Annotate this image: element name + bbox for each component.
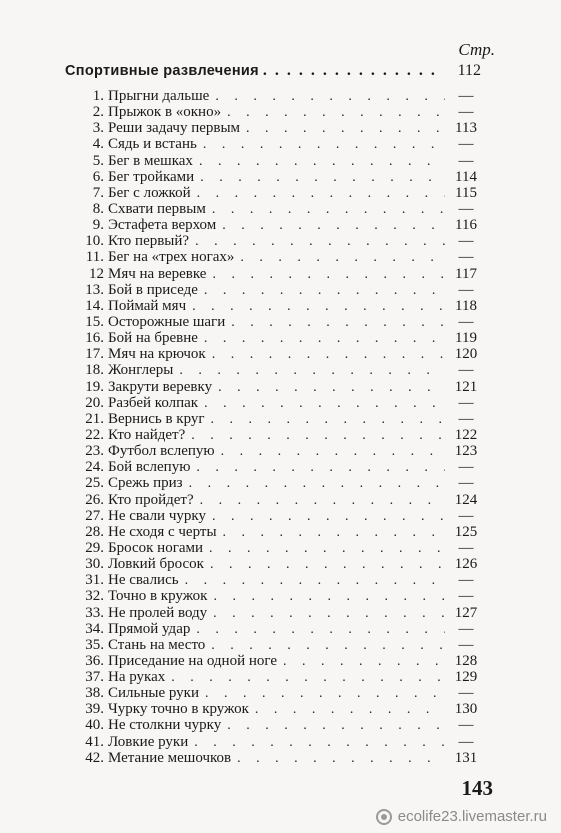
entry-number: 6.: [92, 168, 104, 185]
entry-title: Бег с ложкой: [108, 184, 191, 201]
entry-page: —: [458, 539, 474, 556]
entry-page: 130: [454, 701, 478, 718]
toc-entry: [78, 120, 481, 136]
dot-leader: [246, 121, 445, 137]
dot-leader: [204, 331, 445, 347]
dot-leader: [221, 444, 445, 460]
dot-leader: [211, 638, 445, 654]
entry-title: Жонглеры: [108, 362, 174, 379]
dot-leader: [179, 363, 445, 379]
entry-number: 5.: [92, 152, 104, 169]
entry-title: Прыгни дальше: [108, 88, 210, 104]
toc-entry: [78, 588, 481, 604]
entry-title: Не пролей воду: [108, 604, 208, 621]
entry-title: Закрути веревку: [108, 378, 213, 395]
toc-entry: [78, 475, 481, 491]
toc-entry: [78, 427, 481, 443]
toc-entry: [78, 508, 481, 524]
section-title: Спортивные развлечения: [65, 63, 259, 79]
entry-page: 129: [454, 669, 478, 686]
entry-title: Мяч на крючок: [108, 346, 206, 363]
entry-page: 116: [455, 217, 477, 234]
toc-entry: [78, 492, 481, 508]
entry-number: 23.: [85, 443, 104, 460]
toc-entry: [78, 298, 481, 314]
entry-title: Не сходя с черты: [108, 523, 217, 540]
entry-page: 121: [454, 378, 478, 395]
dot-leader: [231, 315, 445, 331]
entry-number: 26.: [85, 491, 104, 508]
entry-page: —: [458, 104, 474, 121]
entry-title: Бой в приседе: [108, 281, 198, 298]
entry-title: Бой на бревне: [108, 330, 198, 347]
entry-page: —: [458, 507, 474, 524]
entry-page: 131: [454, 749, 478, 766]
dot-leader: [212, 509, 445, 525]
entry-number: 42.: [85, 749, 104, 766]
dot-leader: [195, 234, 445, 250]
toc-entry: [78, 701, 481, 717]
dot-leader: [197, 186, 445, 202]
entry-number: 39.: [85, 701, 104, 718]
entry-title: Ловкий бросок: [108, 556, 204, 573]
entry-page: —: [458, 685, 474, 702]
entry-number: 2.: [92, 104, 104, 121]
entry-number: 16.: [85, 330, 104, 347]
toc-entry: [78, 459, 481, 475]
toc-entry: [78, 330, 481, 346]
dot-leader: [199, 154, 445, 170]
entry-number: 28.: [85, 523, 104, 540]
entry-page: —: [458, 313, 474, 330]
toc-entry: [78, 395, 481, 411]
dot-leader: [212, 267, 445, 283]
entry-title: Схвати первым: [108, 200, 206, 217]
entry-title: Стань на место: [108, 636, 206, 653]
entry-page: —: [458, 394, 474, 411]
entry-number: 17.: [85, 346, 104, 363]
toc-entry: [78, 169, 481, 185]
toc-entry: [78, 685, 481, 701]
entry-page: —: [458, 636, 474, 653]
entry-number: 29.: [85, 539, 104, 556]
entry-title: Бег в мешках: [108, 152, 193, 169]
entry-page: —: [458, 200, 474, 217]
entry-title: Не свались: [108, 572, 179, 589]
entry-page: 117: [455, 265, 477, 282]
entry-title: Чурку точно в кружок: [108, 701, 249, 718]
entry-title: Бросок ногами: [108, 539, 204, 556]
toc-entry: [78, 524, 481, 540]
entry-number: 14.: [85, 297, 104, 314]
toc-entry: [78, 734, 481, 750]
dot-leader: [200, 493, 445, 509]
entry-page: 122: [454, 426, 478, 443]
dot-leader: [223, 525, 445, 541]
entry-title: На руках: [108, 669, 166, 686]
entry-number: 15.: [85, 313, 104, 330]
dot-leader: [210, 557, 445, 573]
dot-leader: [237, 751, 445, 767]
toc-list: [78, 88, 481, 766]
entry-number: 4.: [92, 136, 104, 153]
entry-title: Эстафета верхом: [108, 217, 217, 234]
dot-leader: [255, 702, 445, 718]
entry-page: —: [458, 733, 474, 750]
toc-entry: [78, 217, 481, 233]
dot-leader: [203, 137, 445, 153]
entry-page: 125: [454, 523, 478, 540]
entry-title: Кто первый?: [108, 233, 190, 250]
entry-title: Точно в кружок: [108, 588, 208, 605]
entry-page: —: [458, 152, 474, 169]
entry-number: 41.: [85, 733, 104, 750]
section-page: 112: [457, 62, 481, 79]
toc-entry: [78, 314, 481, 330]
toc-entry: [78, 266, 481, 282]
entry-page: 126: [454, 556, 478, 573]
entry-title: Не свали чурку: [108, 507, 206, 524]
dot-leader: [192, 299, 445, 315]
entry-page: —: [458, 88, 474, 104]
dot-leader: [189, 476, 445, 492]
entry-number: 21.: [85, 410, 104, 427]
entry-title: Кто пройдет?: [108, 491, 194, 508]
entry-number: 37.: [85, 669, 104, 686]
page-number: 143: [461, 776, 493, 800]
toc-entry: [78, 249, 481, 265]
dot-leader: [283, 654, 445, 670]
dot-leader: [204, 396, 445, 412]
watermark: [376, 808, 547, 825]
toc-entry: [78, 443, 481, 459]
dot-leader: [240, 250, 445, 266]
dot-leader: [194, 735, 445, 751]
dot-leader: [185, 573, 445, 589]
entry-number: 13.: [85, 281, 104, 298]
toc-entry: [78, 637, 481, 653]
entry-page: 119: [455, 330, 477, 347]
toc-entry: [78, 346, 481, 362]
entry-number: 1.: [92, 88, 104, 104]
entry-title: Футбол вслепую: [108, 443, 215, 460]
entry-page: 114: [455, 168, 477, 185]
livemaster-logo-icon: [376, 809, 392, 825]
toc-entry: [78, 717, 481, 733]
entry-number: 18.: [85, 362, 104, 379]
entry-page: —: [458, 281, 474, 298]
toc-entry: [78, 572, 481, 588]
dot-leader: [222, 218, 445, 234]
dot-leader: [212, 202, 445, 218]
entry-number: 7.: [92, 184, 104, 201]
entry-number: 20.: [85, 394, 104, 411]
pages-column-header: Стр.: [458, 40, 495, 59]
entry-title: Не столкни чурку: [108, 717, 222, 734]
entry-page: —: [458, 717, 474, 734]
entry-page: 127: [454, 604, 478, 621]
entry-number: 25.: [85, 475, 104, 492]
entry-title: Приседание на одной ноге: [108, 652, 277, 669]
entry-page: 115: [455, 184, 477, 201]
watermark-text: ecolife23.livemaster.ru: [397, 808, 547, 825]
entry-title: Сядь и встань: [108, 136, 197, 153]
entry-number: 32.: [85, 588, 104, 605]
toc-entry: [78, 185, 481, 201]
entry-title: Сильные руки: [108, 685, 199, 702]
entry-title: Реши задачу первым: [108, 120, 241, 137]
entry-title: Разбей колпак: [108, 394, 199, 411]
dot-leader: [200, 170, 445, 186]
entry-page: —: [458, 233, 474, 250]
toc-entry: [78, 669, 481, 685]
entry-number: 19.: [85, 378, 104, 395]
entry-page: —: [458, 572, 474, 589]
dot-leader: [191, 428, 445, 444]
entry-page: 123: [454, 443, 478, 460]
entry-number: 31.: [85, 572, 104, 589]
entry-number: 3.: [92, 120, 104, 137]
entry-number: 27.: [85, 507, 104, 524]
entry-number: 36.: [85, 652, 104, 669]
dot-leader: [171, 670, 445, 686]
entry-page: —: [458, 249, 474, 266]
entry-number: 30.: [85, 556, 104, 573]
toc-entry: [78, 88, 481, 104]
toc-entry: [78, 153, 481, 169]
dot-leader: [209, 541, 445, 557]
toc-entry: [78, 653, 481, 669]
entry-page: 113: [455, 120, 477, 137]
entry-page: —: [458, 410, 474, 427]
entry-title: Прямой удар: [108, 620, 191, 637]
entry-title: Метание мешочков: [108, 749, 232, 766]
entry-number: 40.: [85, 717, 104, 734]
dot-leader: [213, 606, 445, 622]
entry-title: Бег тройками: [108, 168, 195, 185]
toc-entry: [78, 362, 481, 378]
entry-title: Осторожные шаги: [108, 313, 226, 330]
dot-leader: [204, 283, 445, 299]
entry-page: —: [458, 475, 474, 492]
entry-page: 128: [454, 652, 478, 669]
toc-entry: [78, 621, 481, 637]
dot-leader: [196, 460, 445, 476]
entry-title: Бег на «трех ногах»: [108, 249, 235, 266]
entry-number: 33.: [85, 604, 104, 621]
toc-entry: [78, 379, 481, 395]
entry-title: Кто найдет?: [108, 426, 186, 443]
dot-leader: [212, 347, 445, 363]
entry-number: 22.: [85, 426, 104, 443]
dot-leader: [213, 589, 445, 605]
entry-title: Поймай мяч: [108, 297, 187, 314]
entry-page: —: [458, 362, 474, 379]
entry-page: —: [458, 620, 474, 637]
entry-page: 120: [454, 346, 478, 363]
dot-leader: [215, 89, 445, 105]
dot-leader: [263, 62, 437, 80]
toc-entry: [78, 104, 481, 120]
toc-entry: [78, 136, 481, 152]
dot-leader: [205, 686, 445, 702]
entry-title: Прыжок в «окно»: [108, 104, 222, 121]
entry-page: 124: [454, 491, 478, 508]
entry-number: 10.: [85, 233, 104, 250]
toc-entry: [78, 605, 481, 621]
entry-page: 118: [455, 297, 477, 314]
dot-leader: [227, 718, 445, 734]
section-heading: [65, 62, 481, 84]
toc-entry: [78, 233, 481, 249]
entry-number: 24.: [85, 459, 104, 476]
toc-entry: [78, 411, 481, 427]
entry-number: 38.: [85, 685, 104, 702]
entry-number: 12: [89, 265, 104, 282]
toc-entry: [78, 282, 481, 298]
entry-title: Вернись в круг: [108, 410, 205, 427]
entry-number: 8.: [92, 200, 104, 217]
dot-leader: [211, 412, 445, 428]
toc-entry: [78, 556, 481, 572]
entry-page: —: [458, 136, 474, 153]
dot-leader: [227, 105, 445, 121]
entry-title: Мяч на веревке: [108, 265, 207, 282]
entry-title: Срежь приз: [108, 475, 183, 492]
dot-leader: [218, 380, 445, 396]
toc-entry: [78, 750, 481, 766]
entry-number: 35.: [85, 636, 104, 653]
entry-number: 34.: [85, 620, 104, 637]
entry-number: 9.: [92, 217, 104, 234]
toc-entry: [78, 540, 481, 556]
entry-title: Ловкие руки: [108, 733, 189, 750]
entry-title: Бой вслепую: [108, 459, 191, 476]
entry-number: 11.: [85, 249, 104, 266]
entry-page: —: [458, 588, 474, 605]
entry-page: —: [458, 459, 474, 476]
dot-leader: [196, 622, 445, 638]
toc-entry: [78, 201, 481, 217]
